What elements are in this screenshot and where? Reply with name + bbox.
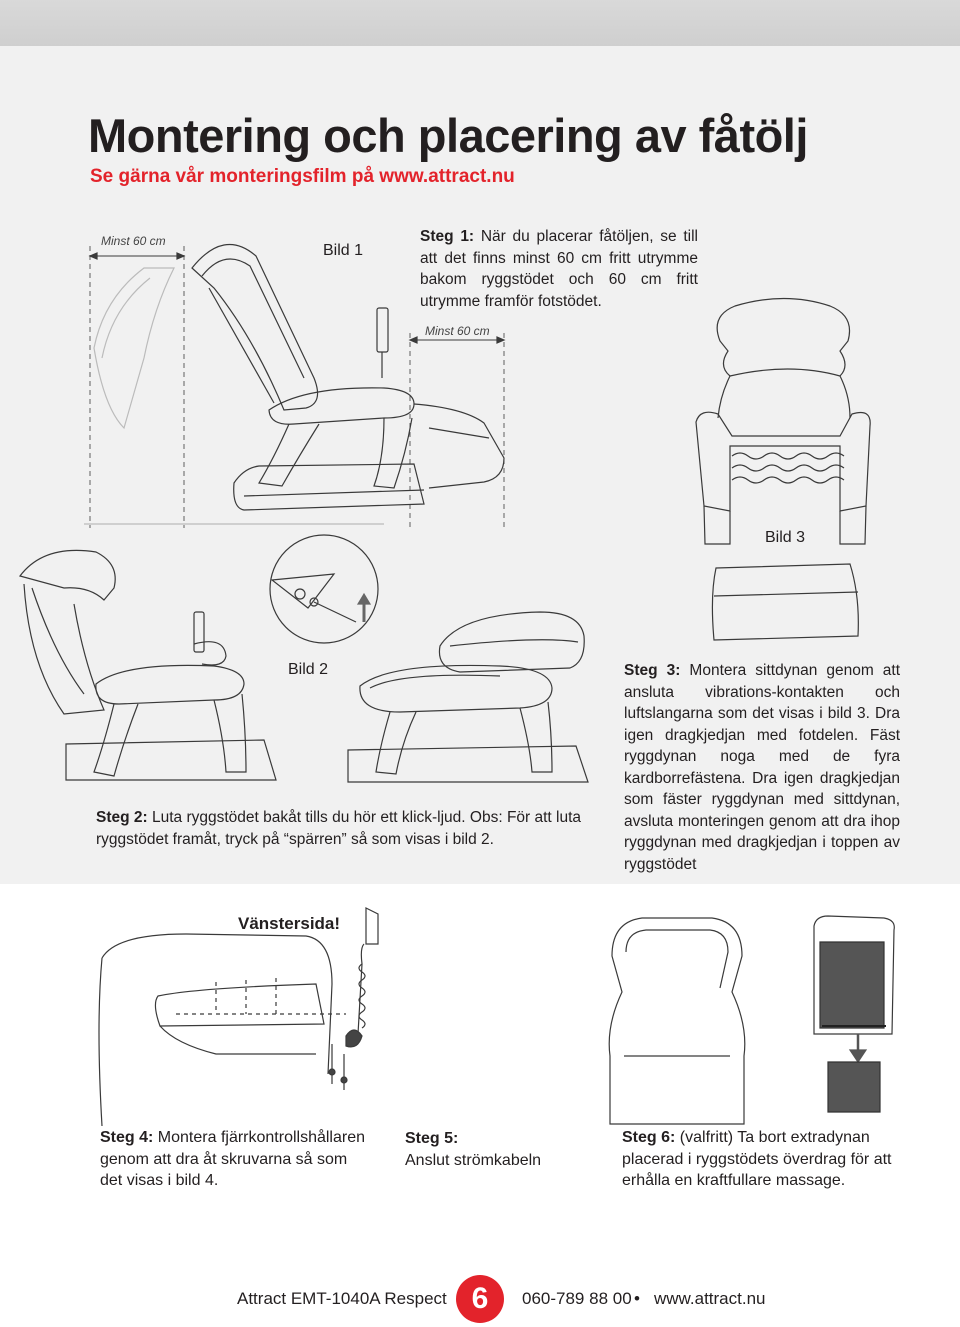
bild3-illustration bbox=[690, 296, 880, 646]
step2-lead: Steg 2: bbox=[96, 809, 148, 826]
step6-lead: Steg 6: bbox=[622, 1129, 676, 1146]
step1-lead: Steg 1: bbox=[420, 228, 475, 245]
step5-illustration bbox=[602, 916, 752, 1126]
vanstersida-label: Vänstersida! bbox=[238, 914, 341, 933]
footer-phone: 060-789 88 00 bbox=[522, 1289, 632, 1308]
step2-body: Luta ryggstödet bakåt tills du hör ett klick-ljud. Obs: För att luta ryggstödet framåt, tryck på “spärren” så som visas i bild 2. bbox=[96, 809, 582, 848]
top-bar bbox=[0, 0, 960, 46]
page-subtitle: Se gärna vår monteringsfilm på www.attract.nu bbox=[90, 166, 515, 187]
page-title: Montering och placering av fåtölj bbox=[88, 109, 808, 162]
footer-website: www.attract.nu bbox=[654, 1289, 766, 1308]
step3-lead: Steg 3: bbox=[624, 662, 681, 679]
step4-text bbox=[100, 1127, 370, 1192]
step6-text bbox=[622, 1127, 892, 1192]
step3-body: Montera sittdynan genom att ansluta vibrations-kontakten och luftslangarna som det visas i bild 3. Dra igen dragkjedjan med fotdelen. Fäst ryggdynan noga med de fyra kardborrefästena. Dra igen dragkjedjan som fäster ryggdynan med sittdynan, avsluta monteringen genom att dra ihop ryggdynan med dragkjedjan i toppen av ryggstödet bbox=[624, 662, 900, 873]
step6-illustration bbox=[808, 914, 898, 1114]
step2-text bbox=[96, 807, 588, 850]
bild3-label: Bild 3 bbox=[765, 529, 806, 546]
step5-lead: Steg 5: bbox=[405, 1130, 459, 1147]
step5-text bbox=[405, 1128, 585, 1171]
step1-body: När du placerar fåtöljen, se till att det finns minst 60 cm fritt utrymme bakom ryggstödet och 60 cm fritt utrymme framför fotstödet. bbox=[420, 228, 698, 310]
footer-product: Attract EMT-1040A Respect bbox=[237, 1289, 447, 1308]
page-number: 6 bbox=[456, 1275, 504, 1323]
footer-bullet: • bbox=[634, 1289, 640, 1308]
step4-lead: Steg 4: bbox=[100, 1129, 154, 1146]
step3-text bbox=[624, 660, 900, 875]
bild2-chair-right bbox=[340, 606, 606, 786]
bild2-label: Bild 2 bbox=[288, 661, 329, 678]
step1-text bbox=[420, 226, 698, 312]
step6-body: (valfritt) Ta bort extradynan placerad i ryggstödets överdrag för att erhålla en kraftfullare massage. bbox=[622, 1129, 892, 1189]
step5-body: Anslut strömkabeln bbox=[405, 1151, 542, 1169]
step4-illustration bbox=[96, 904, 390, 1128]
bild1-label: Bild 1 bbox=[323, 242, 364, 259]
bild2-chair-left bbox=[14, 544, 304, 784]
clearance-front-label: Minst 60 cm bbox=[425, 324, 490, 338]
clearance-back-label: Minst 60 cm bbox=[101, 234, 166, 248]
step4-body: Montera fjärrkontrollshållaren genom att dra åt skruvarna så som det visas i bild 4. bbox=[100, 1129, 365, 1189]
